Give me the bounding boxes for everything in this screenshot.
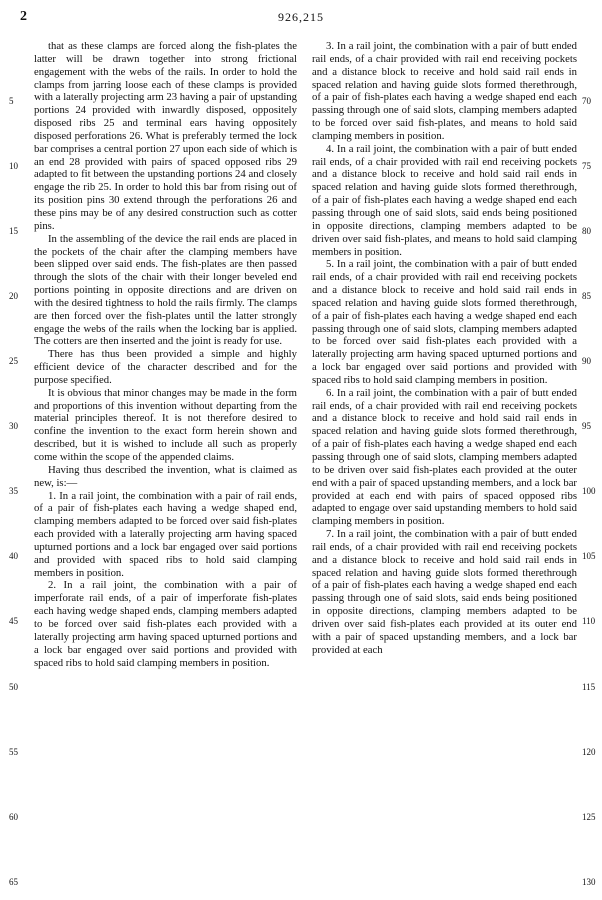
line-number: 70 (582, 96, 591, 106)
line-number: 65 (9, 877, 18, 887)
claim-6: 6. In a rail joint, the combination with a pair of butt ended rail ends, of a chair provided with rail end receiving pockets and a distance block to receive and hold said rail ends in spaced relation and having guide slots formed therethrough, of a pair of fish-plates each having a wedge shaped end each passing through one of said slots, clamping members adapted to be driven over said fish-plates each provided at the outer end with a pair of spaced upstanding members, and a lock bar provided at each end with pairs of spaced opposed ribs adapted to engage over said upstanding members to hold said clamping members in position. (312, 386, 577, 528)
line-number: 15 (9, 226, 18, 236)
line-number: 55 (9, 747, 18, 757)
right-column (312, 40, 577, 657)
line-number: 125 (582, 812, 596, 822)
claim-7: 7. In a rail joint, the combination with a pair of butt ended rail ends, of a chair provided with rail end receiving pockets and a distance block to receive and hold said rail ends in spaced relation and having guide slots formed therethrough of a pair of fish-plates each having a wedge shaped end each passing through one of said slots, said ends being positioned in opposite directions, clamping members adapted to be driven over said fish-plates each provided at its outer end with a pair of spaced upstanding members, and a lock bar provided at each (312, 528, 577, 656)
line-number: 20 (9, 291, 18, 301)
line-number: 80 (582, 226, 591, 236)
line-number: 30 (9, 421, 18, 431)
paragraph: It is obvious that minor changes may be made in the form and proportions of this invention without departing from the material principles thereof. It is not therefore desired to confine the invention to the exact form herein shown and described, but it is wished to include all such as properly come within the scope of the appended claims. (34, 386, 297, 463)
line-number: 35 (9, 486, 18, 496)
claim-5: 5. In a rail joint, the combination with a pair of butt ended rail ends, of a chair provided with rail end receiving pockets and a distance block to receive and hold said rail ends in spaced relation and having guide slots formed therethrough, of a pair of fish-plates each having a wedge shaped end each passing through one of said slots, clamping members adapted to be forced over said fish-plates each provided with a laterally projecting arm having spaced upturned portions and a lock bar engaged over said portions and provided with spaced ribs to hold said clamping members in position. (312, 258, 577, 386)
claim-2: 2. In a rail joint, the combination with a pair of imperforate rail ends, of a pair of imperforate fish-plates each having wedge shaped ends, clamping members adapted to be forced over said fish-plates each provided with a laterally projecting arm having spaced upturned portions and a lock bar engaged over said portions and provided with spaced ribs to hold said clamping members in position. (34, 579, 297, 669)
paragraph: In the assembling of the device the rail ends are placed in the pockets of the chair after the clamping members have been slipped over said ends. The fish-plates are then passed through the slots of the chair with their longer beveled end portions pointing in opposite directions and are driven on with the desired tightness to hold the rails firmly. The clamps are then forced over the fish-plates until the latter strongly engage the webs of the rails when the locking bar is applied. The cotters are then inserted and the joint is ready for use. (34, 232, 297, 348)
line-number: 100 (582, 486, 596, 496)
line-number: 85 (582, 291, 591, 301)
patent-number: 926,215 (278, 10, 324, 24)
line-number: 45 (9, 616, 18, 626)
line-number: 25 (9, 356, 18, 366)
line-number: 40 (9, 551, 18, 561)
line-number: 60 (9, 812, 18, 822)
claim-3: 3. In a rail joint, the combination with a pair of butt ended rail ends, of a chair provided with rail end receiving pockets and a distance block to receive and hold said rail ends in spaced relation and having guide slots formed therethrough, of a pair of fish-plates each having a wedge shaped end each passing through one of said slots, clamping members adapted to be forced over said fish-plates, and means to hold said clamping members in position. (312, 40, 577, 142)
claims-intro: Having thus described the invention, what is claimed as new, is:— (34, 463, 297, 489)
line-number: 10 (9, 161, 18, 171)
paragraph: There has thus been provided a simple and highly efficient device of the character described and for the purpose specified. (34, 348, 297, 386)
line-number: 120 (582, 747, 596, 757)
line-number: 130 (582, 877, 596, 887)
line-number: 105 (582, 551, 596, 561)
line-number: 5 (9, 96, 14, 106)
page-number: 2 (20, 9, 26, 24)
claim-4: 4. In a rail joint, the combination with a pair of butt ended rail ends, of a chair provided with rail end receiving pockets and a distance block to receive and hold said rail ends in spaced relation and having guide slots formed therethrough, of a pair of fish-plates each having a wedge shaped end each passing through one of said slots, said ends being positioned in opposite directions, clamping members adapted to be driven over said fish-plates, and means to hold said clamping members in position. (312, 142, 577, 258)
line-number: 50 (9, 682, 18, 692)
paragraph: that as these clamps are forced along the fish-plates the latter will be drawn together into strong frictional engagement with the webs of the rails. In order to hold the clamps from jarring loose each of these clamps is provided with a laterally projecting arm 23 having a pair of upstanding portions 24 provided with inwardly disposed, oppositely disposed ribs 25 and terminal ears having oppositely disposed perforations 26. What is preferably termed the lock bar comprises a central portion 27 upon each side of which is an end 28 provided with pairs of spaced opposed ribs 29 adapted to fit between the upstanding portions 24 and closely engage the rib 25. In order to hold this bar from rising out of its position pins 30 extend through the perforations 26 and these pins may be of any desired construction such as cotter pins. (34, 40, 297, 232)
line-number: 90 (582, 356, 591, 366)
line-number: 110 (582, 616, 596, 626)
line-number: 95 (582, 421, 591, 431)
line-number: 75 (582, 161, 591, 171)
claim-1: 1. In a rail joint, the combination with a pair of rail ends, of a pair of fish-plates each having a wedge shaped end, clamping members adapted to be forced over said fish-plates each provided with a laterally projecting arm having spaced upturned portions and a lock bar engaged over said portions and provided with spaced ribs to hold said clamping members in position. (34, 489, 297, 579)
left-column (34, 40, 297, 669)
line-number: 115 (582, 682, 596, 692)
